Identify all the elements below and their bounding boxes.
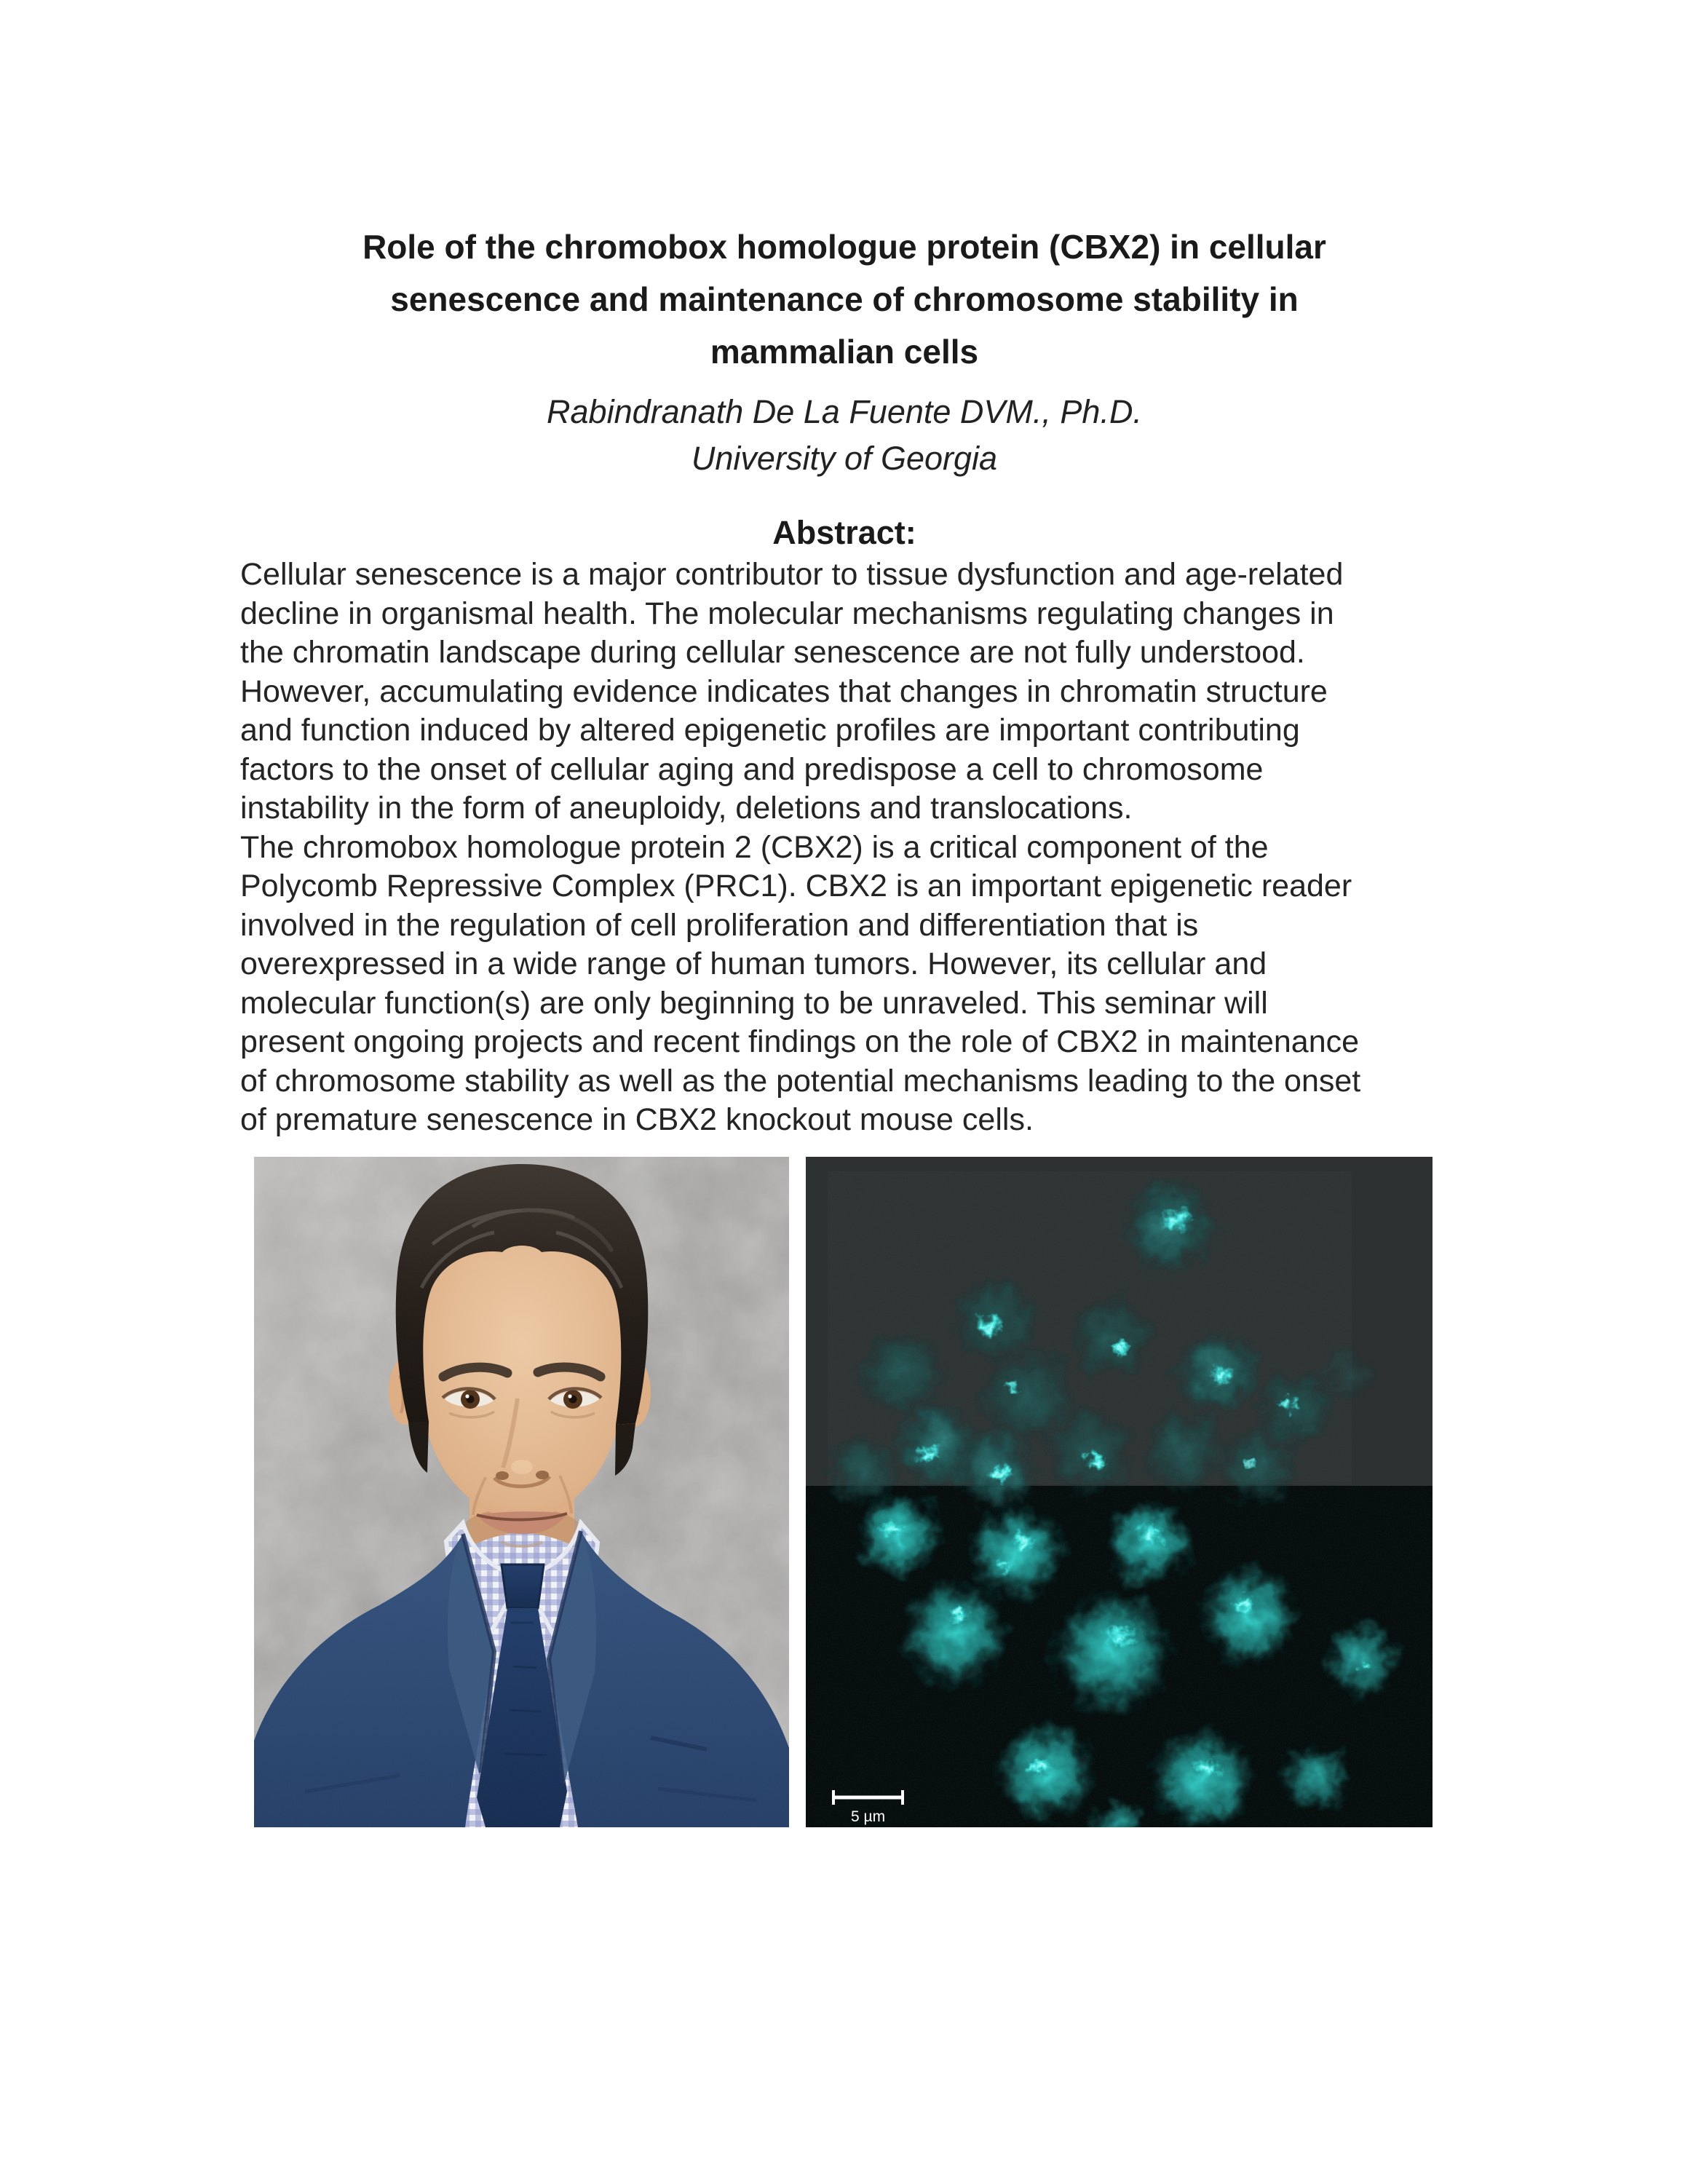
- abstract-line: of chromosome stability as well as the potential mechanisms leading to the onset: [240, 1063, 1361, 1099]
- abstract-heading: Abstract:: [772, 514, 916, 551]
- micrograph-image: [806, 1157, 1433, 1827]
- portrait-photo-image: [254, 1157, 789, 1827]
- title-line: senescence and maintenance of chromosome stability in: [390, 280, 1299, 318]
- author-affiliation: University of Georgia: [691, 440, 998, 477]
- abstract-line: The chromobox homologue protein 2 (CBX2) is a critical component of the: [240, 829, 1269, 865]
- portrait-photo: [254, 1157, 789, 1827]
- bottom-panel-grain: [806, 1486, 1433, 1827]
- title-line: Role of the chromobox homologue protein (CBX2) in cellular: [362, 227, 1326, 266]
- abstract-line: factors to the onset of cellular aging and predispose a cell to chromosome: [240, 751, 1264, 787]
- abstract-line: the chromatin landscape during cellular senescence are not fully understood.: [240, 635, 1305, 670]
- abstract-line: Polycomb Repressive Complex (PRC1). CBX2 is an important epigenetic reader: [240, 869, 1352, 903]
- abstract-line: of premature senescence in CBX2 knockout mouse cells.: [240, 1102, 1034, 1137]
- abstract-line: and function induced by altered epigenetic profiles are important contributing: [240, 713, 1300, 748]
- author-name: Rabindranath De La Fuente DVM., Ph.D.: [547, 393, 1142, 430]
- photo-grain-overlay: [254, 1157, 789, 1827]
- abstract-line: overexpressed in a wide range of human tumors. However, its cellular and: [240, 946, 1267, 981]
- abstract-line: involved in the regulation of cell proliferation and differentiation that is: [240, 907, 1199, 943]
- abstract-line: decline in organismal health. The molecular mechanisms regulating changes in: [240, 596, 1334, 631]
- scale-bar-label: 5 µm: [851, 1808, 886, 1825]
- document-title: [240, 221, 1449, 378]
- fluorescence-micrograph: [806, 1157, 1433, 1827]
- top-panel-grain: [828, 1171, 1352, 1484]
- abstract-line: present ongoing projects and recent findings on the role of CBX2 in maintenance: [240, 1024, 1360, 1059]
- title-line: mammalian cells: [710, 332, 979, 371]
- abstract-body: [240, 555, 1463, 1140]
- abstract-line: Cellular senescence is a major contributor to tissue dysfunction and age-related: [240, 557, 1344, 592]
- abstract-line: instability in the form of aneuploidy, deletions and translocations.: [240, 791, 1133, 826]
- abstract-line: However, accumulating evidence indicates that changes in chromatin structure: [240, 673, 1328, 709]
- author-block: [240, 389, 1449, 482]
- abstract-line: molecular function(s) are only beginning to be unraveled. This seminar will: [240, 985, 1268, 1021]
